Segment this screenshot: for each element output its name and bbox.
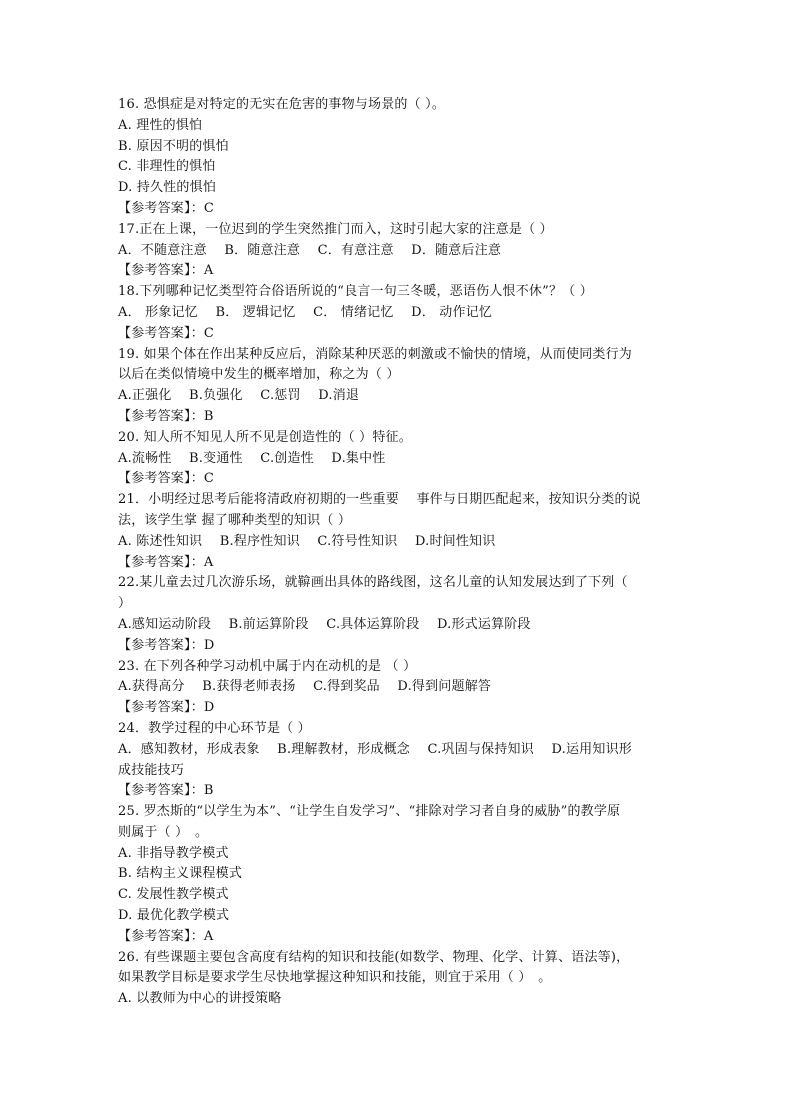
text-line: A． 形象记忆 B． 逻辑记忆 C． 情绪记忆 D． 动作记忆 bbox=[118, 304, 493, 320]
text-line: 22.某儿童去过几次游乐场，就鞥画出具体的路线图，这名儿童的认知发展达到了下列（ bbox=[118, 575, 628, 591]
text-line: 19. 如果个体在作出某种反应后，消除某种厌恶的刺激或不愉快的情境，从而使同类行为 bbox=[118, 346, 633, 362]
text-line: A. 陈述性知识 B.程序性知识 C.符号性知识 D.时间性知识 bbox=[118, 533, 496, 549]
text-line: 18.下列哪种记忆类型符合俗语所说的“良言一句三冬暖，恶语伤人恨不休”？（ ） bbox=[118, 284, 593, 300]
text-line: A．不随意注意 B．随意注意 C．有意注意 D．随意后注意 bbox=[118, 242, 502, 258]
text-line: 如果教学目标是要求学生尽快地掌握这种知识和技能，则宜于采用（ ） 。 bbox=[118, 970, 552, 986]
text-line: 则属于（ ） 。 bbox=[118, 824, 209, 840]
text-line: A.获得高分 B.获得老师表扬 C.得到奖品 D.得到问题解答 bbox=[118, 679, 492, 695]
question-list bbox=[118, 95, 678, 1010]
text-line: D. 最优化教学模式 bbox=[118, 908, 230, 924]
answer-line: 【参考答案】：C bbox=[118, 200, 215, 216]
answer-line: 【参考答案】：A bbox=[118, 554, 214, 570]
text-line: A.感知运动阶段 B.前运算阶段 C.具体运算阶段 D.形式运算阶段 bbox=[118, 616, 531, 632]
text-line: 26. 有些课题主要包含高度有结构的知识和技能(如数学、物理、化学、计算、语法等)， bbox=[118, 949, 630, 965]
text-line: 以后在类似情境中发生的概率增加，称之为（ ） bbox=[118, 367, 400, 383]
text-line: A. 以教师为中心的讲授策略 bbox=[118, 991, 282, 1007]
answer-line: 【参考答案】：A bbox=[118, 263, 214, 279]
answer-line: 【参考答案】：D bbox=[118, 700, 215, 716]
text-line: ） bbox=[118, 596, 132, 612]
text-line: 23. 在下列各种学习动机中属于内在动机的是 （ ） bbox=[118, 658, 417, 674]
text-line: A. 非指导教学模式 bbox=[118, 845, 229, 861]
text-line: 20. 知人所不知见人所不见是创造性的（ ）特征。 bbox=[118, 429, 412, 445]
answer-line: 【参考答案】：A bbox=[118, 928, 214, 944]
text-line: 法，该学生掌 握了哪种类型的知识（ ） bbox=[118, 512, 352, 528]
text-line: B. 结构主义课程模式 bbox=[118, 866, 243, 882]
text-line: D. 持久性的惧怕 bbox=[118, 180, 217, 196]
text-line: A.正强化 B.负强化 C.惩罚 D.消退 bbox=[118, 388, 360, 404]
text-line: A.流畅性 B.变通性 C.创造性 D.集中性 bbox=[118, 450, 386, 466]
answer-line: 【参考答案】：C bbox=[118, 471, 215, 487]
text-line: C. 非理性的惧怕 bbox=[118, 159, 216, 175]
text-line: B. 原因不明的惧怕 bbox=[118, 138, 229, 154]
text-line: A．感知教材，形成表象 B.理解教材，形成概念 C.巩固与保持知识 D.运用知识形 bbox=[118, 741, 632, 757]
text-line: 成技能技巧 bbox=[118, 762, 185, 778]
text-line: C. 发展性教学模式 bbox=[118, 887, 229, 903]
answer-line: 【参考答案】：D bbox=[118, 637, 215, 653]
text-line: 24．教学过程的中心环节是（ ） bbox=[118, 720, 311, 736]
text-line: 21．小明经过思考后能将清政府初期的一些重要 事件与日期匹配起来，按知识分类的说 bbox=[118, 492, 641, 508]
answer-line: 【参考答案】：B bbox=[118, 783, 214, 799]
text-line: 16. 恐惧症是对特定的无实在危害的事物与场景的（ ）。 bbox=[118, 97, 446, 112]
text-line: 25. 罗杰斯的“以学生为本”、“让学生自发学习”、“排除对学习者自身的威胁”的教学原 bbox=[118, 804, 621, 820]
text-line: A. 理性的惧怕 bbox=[118, 117, 203, 133]
answer-line: 【参考答案】：C bbox=[118, 325, 215, 341]
text-line: 17.正在上课，一位迟到的学生突然推门而入，这时引起大家的注意是（ ） bbox=[118, 221, 553, 237]
answer-line: 【参考答案】：B bbox=[118, 408, 214, 424]
